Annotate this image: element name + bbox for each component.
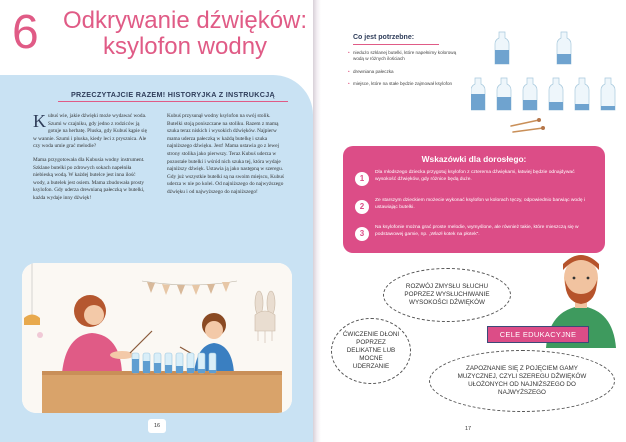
- tip-number: 1: [355, 172, 369, 186]
- materials-item: • drewniana pałeczka: [348, 69, 458, 75]
- story-column-1: [33, 113, 148, 209]
- tip-number: 2: [355, 200, 369, 214]
- page-number-right: 17: [465, 426, 472, 432]
- story-paragraph: Mama przygotowała dla Kubusia wodny instrument. Szklane butelki po zdrowych sokach napełniła niebieską wodą. W każdej butelce jest inna ilość wody, a butelek jest osiem. Mama zbudowała prosty ksylofon. Gdy uderza drewnianą pałeczką w butelki, każda wydaje inny dźwięk!: [33, 156, 145, 201]
- book-spine: [313, 0, 321, 442]
- bubble-text: ZAPOZNANIE SIĘ Z POJĘCIEM GAMY MUZYCZNEJ, CZYLI SZEREGU DŹWIĘKÓW UŁOŻONYCH OD NAJNIŻSZEGO DO NAJWYŻSZEGO: [457, 365, 587, 396]
- materials-heading: Co jest potrzebne:: [353, 34, 415, 41]
- tip-number: 3: [355, 227, 369, 241]
- tip-text: Na ksylofonie można grać proste melodie, wymyślone, ale również takie, które mieszczą się w podstawowej gamie, np. „Wlazł kotek na płotek”.: [375, 225, 579, 237]
- materials-item: • niedużo szklanej butelki, które napełnimy kolorową wodą w różnych ilościach: [348, 50, 458, 63]
- tip-item: [355, 170, 600, 190]
- tip-text: Ze starszym dzieckiem możecie wykonać ksylofon w kolorach tęczy, odpowiednio barwiąc wodę i ustawiając butelki.: [375, 198, 586, 210]
- section-heading: PRZECZYTAJCIE RAZEM! HISTORYJKA Z INSTRUKCJĄ: [70, 90, 276, 99]
- tips-heading: Wskazówki dla dorosłego:: [421, 154, 527, 164]
- materials-divider: [353, 44, 439, 45]
- illustration-mother-and-child: [22, 263, 292, 413]
- heading-divider: [58, 101, 288, 102]
- educational-goals-badge: CELE EDUKACYJNE: [487, 326, 589, 343]
- bubble-text: ĆWICZENIE DŁONI POPRZEZ DELIKATNE LUB MOCNE UDERZANIE: [342, 331, 400, 370]
- page-title: [60, 8, 310, 60]
- adult-tips-box: [343, 146, 605, 253]
- story-text: ubuś wie, jakie dźwięki może wydawać woda. Szumi w czajniku, gdy jedno z rodziców ją gotuje na herbatę. Pluska, gdy Kubuś kąpie się w wannie. Szumi i pluska, kiedy leci z prysznica. Ale czy woda umie grać melodie?: [33, 113, 148, 150]
- right-page: [321, 0, 626, 442]
- materials-list: [348, 50, 458, 93]
- drop-cap: K: [33, 111, 46, 131]
- speech-bubble-scale: [429, 350, 615, 412]
- speech-bubble-hearing: [383, 268, 511, 322]
- speech-bubble-hands: [331, 318, 411, 384]
- xylophone-scene-illustration: [22, 263, 292, 413]
- bottles-illustration: [471, 28, 621, 138]
- page-number-left: 16: [148, 419, 166, 433]
- materials-item: • miejsce, które na stałe będzie zajmował ksylofon: [348, 81, 458, 87]
- bubble-text: ROZWÓJ ZMYSŁU SŁUCHU POPRZEZ WYSŁUCHIWANIE WYSOKOŚCI DŹWIĘKÓW: [404, 283, 490, 306]
- story-paragraph: Kubuś przysunął wodny ksylofon na swój stolik. Butelki stoją poniszczane na stoliku. Razem z mamą szuka teraz niskich i wysokich dźwięków. Najpierw mama uderza pałeczką w każdą butelkę i szuka najniższego dźwięku. Jest! Mama ustawia go z lewej strony stolika jako pierwszy. Teraz Kubuś uderza w pozostałe butelki i wśród nich szuka tej, która wydaje najniższy dźwięk. Ustawia ją jako następną w szeregu. Gdy już wszystkie butelki są na swoim miejscu, Kubuś uderza w nie po kolei. Od najniższego do najwyższego dźwięku i od najwyższego do najniższego!: [167, 113, 284, 195]
- title-line-1: Odkrywanie dźwięków:: [62, 7, 308, 34]
- story-paragraph: [33, 113, 148, 151]
- story-column-2: [167, 113, 285, 203]
- title-line-2: ksylofon wodny: [102, 33, 268, 60]
- chapter-number: 6: [12, 6, 39, 59]
- tip-text: Dla młodszego dziecka przygotuj ksylofon z czterema dźwiękami, łatwiej będzie odnajdywać wysokość dźwięków, gdy różnice będą duże.: [375, 170, 575, 182]
- tip-item: [355, 198, 600, 218]
- tip-item: [355, 225, 600, 245]
